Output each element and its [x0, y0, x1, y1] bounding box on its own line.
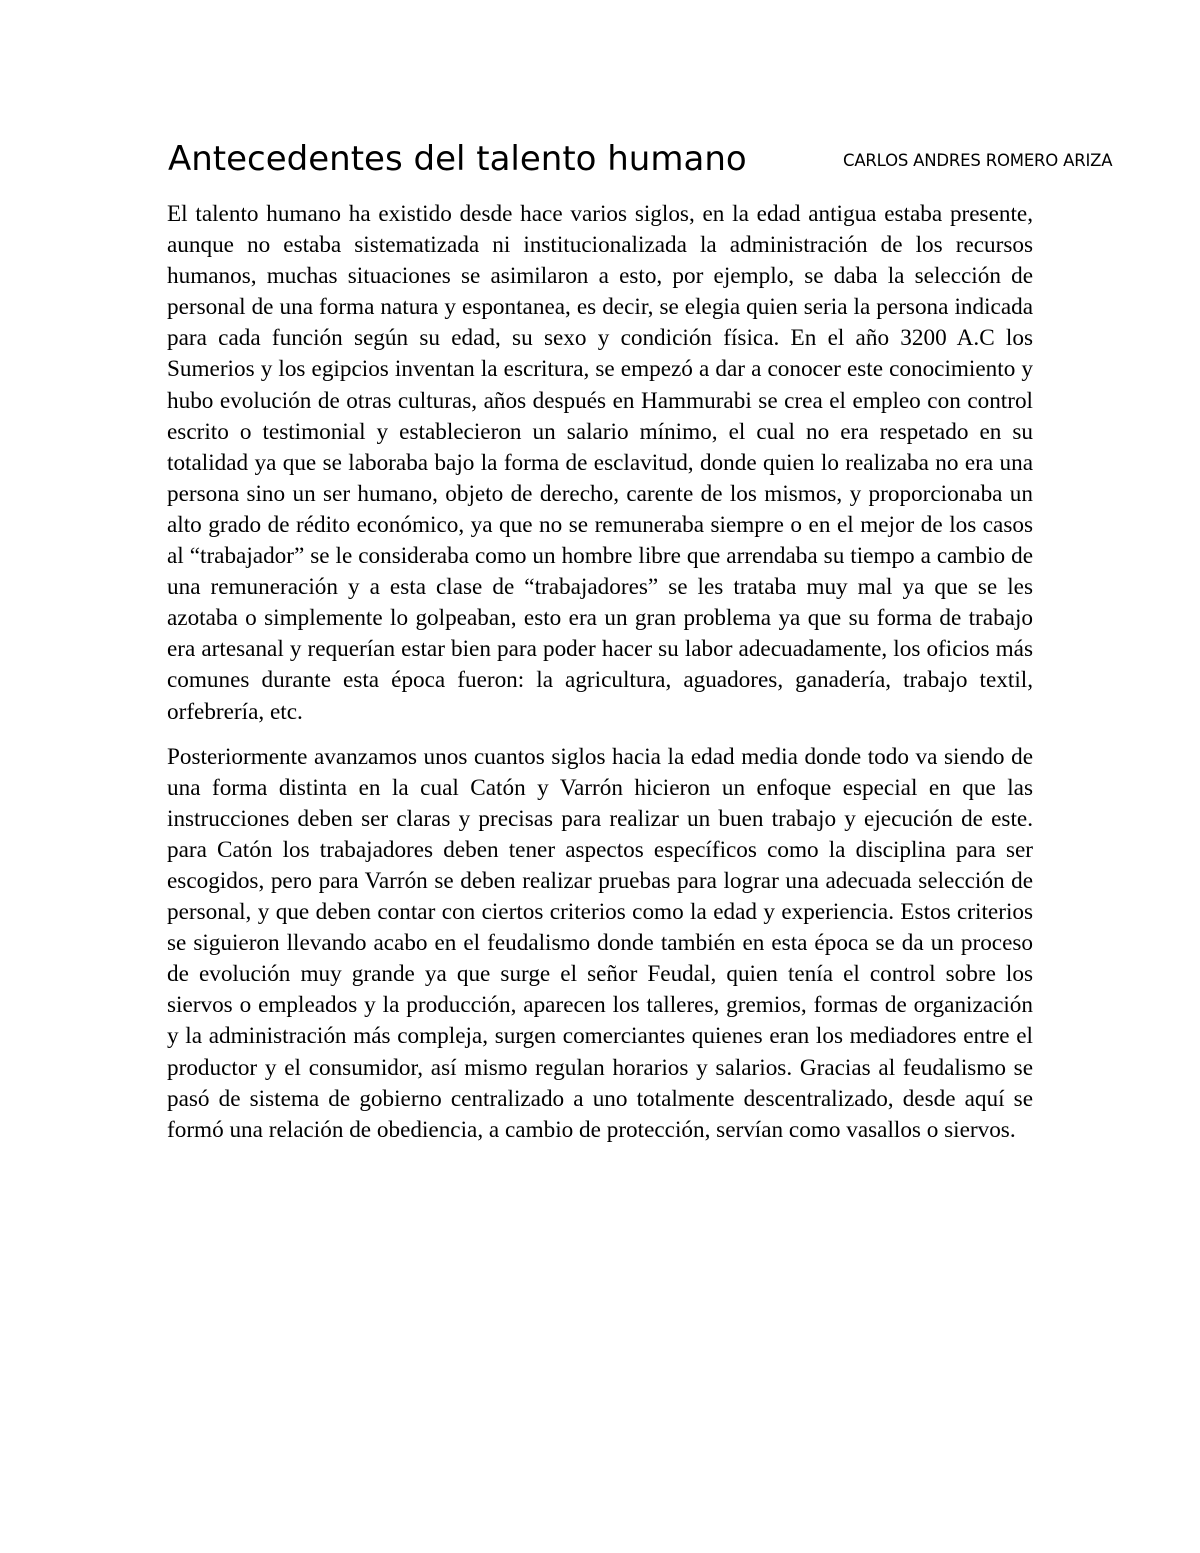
paragraph-1: El talento humano ha existido desde hace varios siglos, en la edad antigua estaba presente, aunque no estaba sistematizada ni institucionalizada la administración de los recursos humanos, muchas situaciones se asimilaron a esto, por ejemplo, se daba la selección de personal de una forma natura y espontanea, es decir, se elegia quien seria la persona indicada para cada función según su edad, su sexo y condición física. En el año 3200 A.C los Sumerios y los egipcios inventan la escritura, se empezó a dar a conocer este conocimiento y hubo evolución de otras culturas, años después en Hammurabi se crea el empleo con control escrito o testimonial y establecieron un salario mínimo, el cual no era respetado en su totalidad ya que se laboraba bajo la forma de esclavitud, donde quien lo realizaba no era una persona sino un ser humano, objeto de derecho, carente de los mismos, y proporcionaba un alto grado de rédito económico, ya que no se remuneraba siempre o en el mejor de los casos al “trabajador” se le consideraba como un hombre libre que arrendaba su tiempo a cambio de una remuneración y a esta clase de “trabajadores” se les trataba muy mal ya que se les azotaba o simplemente lo golpeaban, esto era un gran problema ya que su forma de trabajo era artesanal y requerían estar bien para poder hacer su labor adecuadamente, los oficios más comunes durante esta época fueron: la agricultura, aguadores, ganadería, trabajo textil, orfebrería, etc. — [167, 201, 1033, 725]
author-name: CARLOS ANDRES ROMERO ARIZA — [843, 151, 1113, 170]
paragraph-2: Posteriormente avanzamos unos cuantos siglos hacia la edad media donde todo va siendo de una forma distinta en la cual Catón y Varrón hicieron un enfoque especial en que las instrucciones deben ser claras y precisas para realizar un buen trabajo y ejecución de este. para Catón los trabajadores deben tener aspectos específicos como la disciplina para ser escogidos, pero para Varrón se deben realizar pruebas para lograr una adecuada selección de personal, y que deben contar con ciertos criterios como la edad y experiencia. Estos criterios se siguieron llevando acabo en el feudalismo donde también en esta época se da un proceso de evolución muy grande ya que surge el señor Feudal, quien tenía el control sobre los siervos o empleados y la producción, aparecen los talleres, gremios, formas de organización y la administración más compleja, surgen comerciantes quienes eran los mediadores entre el productor y el consumidor, así mismo regulan horarios y salarios. Gracias al feudalismo se pasó de sistema de gobierno centralizado a uno totalmente descentralizado, desde aquí se formó una relación de obediencia, a cambio de protección, servían como vasallos o siervos. — [167, 743, 1033, 1143]
document-title: Antecedentes del talento humano — [168, 139, 747, 179]
document-body — [167, 199, 1033, 1146]
